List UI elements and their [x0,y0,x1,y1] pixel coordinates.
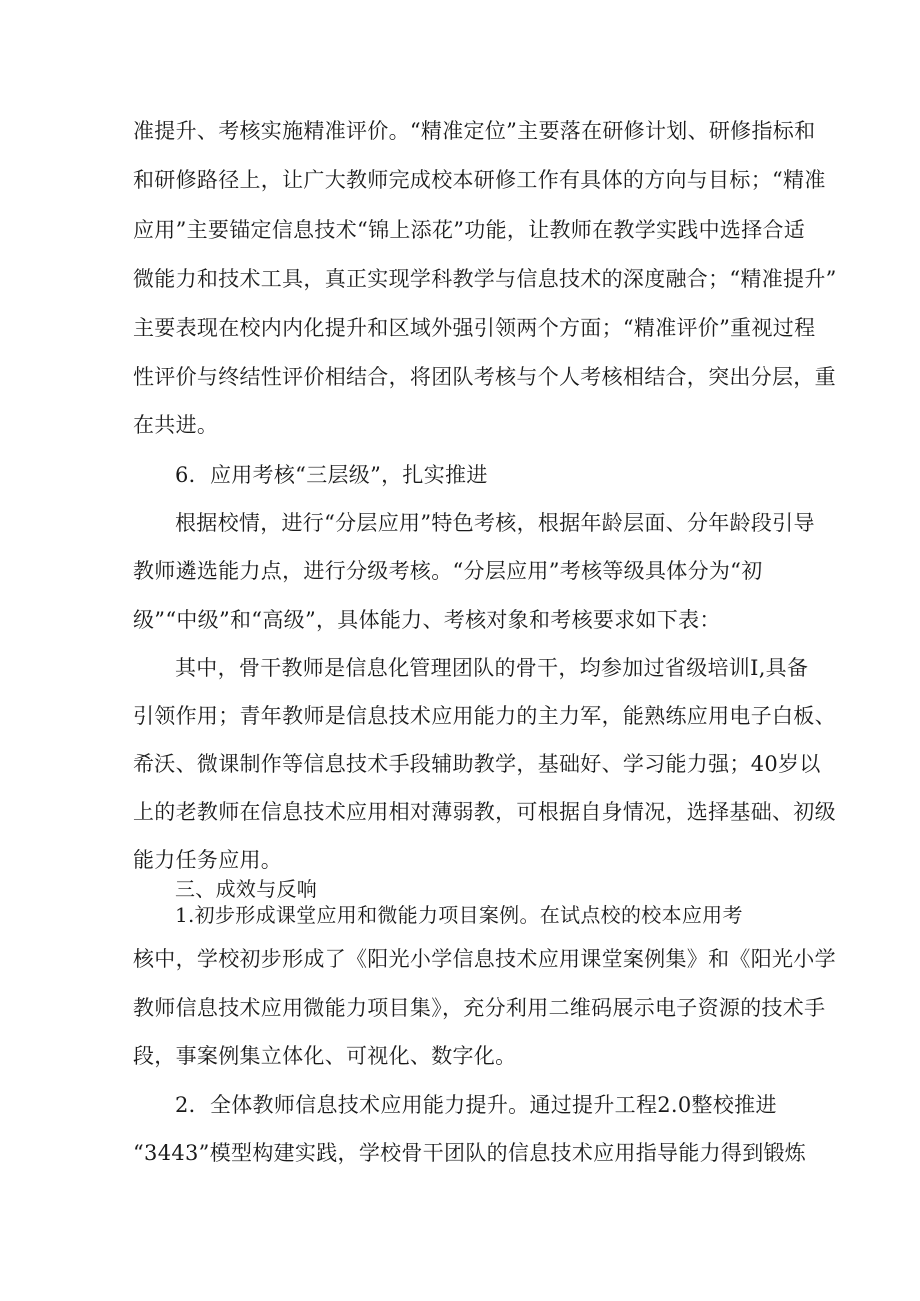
paragraph-line: 能力任务应用。 [133,848,283,872]
paragraph-line: 希沃、微课制作等信息技术手段辅助教学，基础好、学习能力强；40岁以 [133,752,821,776]
paragraph-line: 教师信息技术应用微能力项目集》，充分利用二维码展示电子资源的技术手 [133,996,826,1020]
paragraph-line: 根据校情，进行“分层应用”特色考核，根据年龄层面、分年龄段引导 [175,511,815,535]
paragraph-line: 和研修路径上，让广大教师完成校本研修工作有具体的方向与目标；“精准 [133,168,826,192]
paragraph-line: 教师遴选能力点，进行分级考核。“分层应用”考核等级具体分为“初 [133,559,763,583]
section-heading: 6．应用考核“三层级”，扎实推进 [175,463,488,487]
paragraph-line: 在共进。 [133,413,219,437]
paragraph-line: 微能力和技术工具，真正实现学科教学与信息技术的深度融合；“精准提升” [133,267,837,291]
paragraph-line: 2．全体教师信息技术应用能力提升。通过提升工程2.0整校推进 [175,1093,777,1117]
paragraph-line: 主要表现在校内内化提升和区域外强引领两个方面；“精准评价”重视过程 [133,316,816,340]
paragraph-line: 核中，学校初步形成了《阳光小学信息技术应用课堂案例集》和《阳光小学 [133,947,836,971]
paragraph-line: “3443”模型构建实践，学校骨干团队的信息技术应用指导能力得到锻炼 [133,1141,807,1165]
paragraph-line: 1.初步形成课堂应用和微能力项目案例。在试点校的校本应用考 [175,903,743,927]
paragraph-line: 级”“中级”和“高级”，具体能力、考核对象和考核要求如下表： [133,608,721,632]
paragraph-line: 应用”主要锚定信息技术“锦上添花”功能，让教师在教学实践中选择合适 [133,218,806,242]
paragraph-line: 上的老教师在信息技术应用相对薄弱教，可根据自身情况，选择基础、初级 [133,800,836,824]
paragraph-line: 其中，骨干教师是信息化管理团队的骨干，均参加过省级培训I,具备 [175,656,809,680]
section-heading: 三、成效与反响 [175,877,318,901]
paragraph-line: 准提升、考核实施精准评价。“精准定位”主要落在研修计划、研修指标和 [133,119,816,143]
paragraph-line: 引领作用；青年教师是信息技术应用能力的主力军，能熟练应用电子白板、 [133,704,836,728]
paragraph-line: 性评价与终结性评价相结合，将团队考核与个人考核相结合，突出分层，重 [133,365,836,389]
paragraph-line: 段，事案例集立体化、可视化、数字化。 [133,1044,517,1068]
